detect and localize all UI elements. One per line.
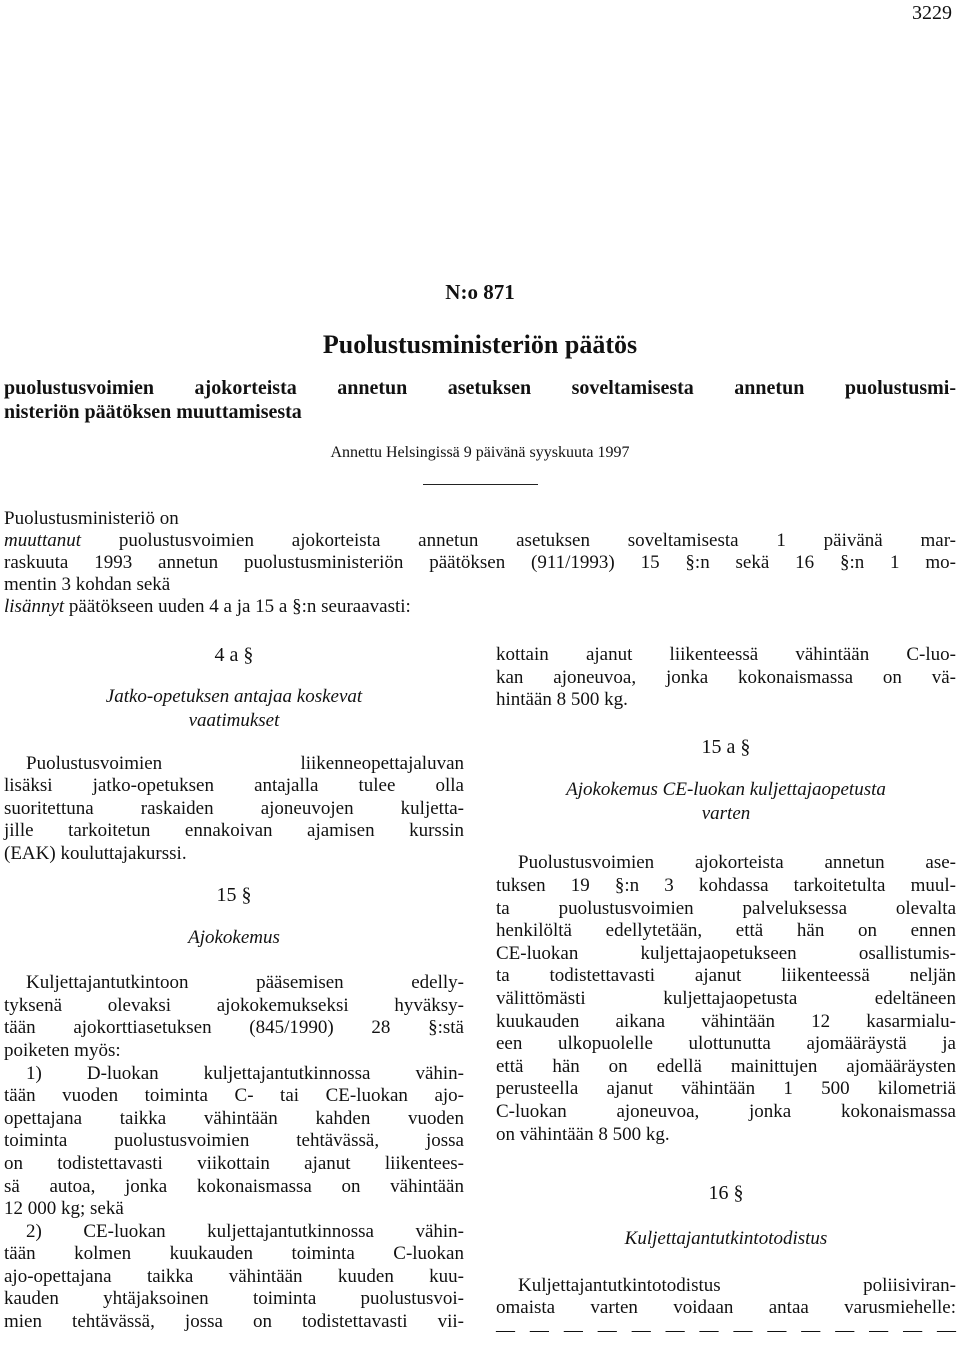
section-heading-16: 16 § (708, 1182, 744, 1205)
text-line: sä autoa, jonka kokonaismassa on vähintään (4, 1175, 464, 1197)
text-line: opettajana taikka vähintään kahden vuoden (4, 1107, 464, 1129)
date-given: Annettu Helsingissä 9 päivänä syyskuuta 1997 (330, 444, 630, 461)
text-line: tään ajokorttiasetuksen (845/1990) 28 §:stä (4, 1017, 464, 1039)
intro-line (4, 530, 956, 552)
document-subtitle (4, 376, 956, 424)
intro-italic: lisännyt (4, 596, 65, 617)
intro-italic: muuttanut (4, 530, 82, 551)
statute-number: N:o 871 (445, 280, 515, 304)
left-column (4, 644, 464, 1334)
text-line: lisäksi jatko-opetuksen antajalla tulee olla (4, 775, 464, 797)
section-heading-4a: 4 a § (214, 644, 254, 666)
section-title-line: Jatko-opetuksen antajaa koskevat (105, 685, 363, 707)
text-line: suoritettuna raskaiden ajoneuvojen kuljetta- (4, 797, 464, 819)
intro-text: puolustusvoimien ajokorteista annetun asetuksen soveltamisesta 1 päivänä mar- (118, 530, 957, 551)
subtitle-line: puolustusvoimien ajokorteista annetun asetuksen soveltamisesta annetun puolustusmi- (4, 377, 956, 399)
intro-paragraph (4, 508, 956, 618)
text-line: omaista varten voidaan antaa varusmiehelle: (496, 1297, 956, 1319)
section-body-4a (4, 753, 464, 866)
section-title-4a (4, 685, 464, 733)
section-title-line: varten (701, 803, 751, 825)
text-line: toiminta puolustusvoimien tehtävässä, jossa (4, 1130, 464, 1152)
section-body-15a (496, 852, 956, 1146)
text-line: CE-luokan kuljettajaopetukseen osallistumis- (496, 942, 956, 964)
section-heading-15: 15 § (216, 883, 252, 906)
page-number: 3229 (912, 2, 952, 24)
text-line: Kuljettajantutkintoon pääsemisen edelly- (26, 972, 464, 994)
document-title: Puolustusministeriön päätös (322, 330, 638, 359)
subtitle-line: nisteriön päätöksen muuttamisesta (4, 401, 302, 423)
text-line: (EAK) kouluttajakurssi. (4, 842, 187, 864)
text-line: ta todistettavasti ajanut liikenteessä neljän (496, 965, 956, 987)
intro-line: Puolustusministeriö on (4, 508, 179, 529)
section-title-15: Ajokokemus (188, 927, 280, 949)
section-body-16 (496, 1275, 956, 1343)
text-line: kan ajoneuvoa, jonka kokonaismassa on vä- (496, 666, 956, 688)
text-line: perusteella ajanut vähintään 1 500 kilometriä (496, 1078, 956, 1100)
text-line: välittömästi kuljettajaopetusta edeltäneen (496, 987, 956, 1009)
section-title-16: Kuljettajantutkintotodistus (624, 1227, 828, 1249)
text-line: mien tehtävässä, jossa on todistettavasti vii- (4, 1311, 464, 1333)
text-line: 1) D-luokan kuljettajantutkinnossa vähin- (26, 1062, 464, 1084)
text-line: 12 000 kg; sekä (4, 1198, 124, 1220)
text-line: kottain ajanut liikenteessä vähintään C-luo- (496, 644, 956, 665)
continued-text (496, 644, 956, 712)
text-line: Kuljettajantutkintotodistus poliisiviran- (518, 1274, 956, 1296)
intro-line: mentin 3 kohdan sekä (4, 574, 171, 595)
section-title-line: vaatimukset (188, 709, 280, 731)
intro-line (4, 596, 956, 618)
text-line: tyksenä olevaksi ajokokemukseksi hyväksy- (4, 994, 464, 1016)
text-line: tään vuoden toiminta C- tai CE-luokan ajo- (4, 1085, 464, 1107)
text-line: hintään 8 500 kg. (496, 689, 628, 711)
text-line: kuukauden aikana vähintään 12 kasarmialu- (496, 1010, 956, 1032)
intro-text: päätökseen uuden 4 a ja 15 a §:n seuraavasti: (68, 596, 411, 617)
text-line: henkilöltä edellytetään, että hän on ennen (496, 920, 956, 942)
text-line: C-luokan ajoneuvoa, jonka kokonaismassa (496, 1100, 956, 1122)
omission-dashes: — — — — — — — — — — — — — — (496, 1319, 956, 1341)
right-column (496, 644, 956, 1342)
text-line: jille tarkoitetun ennakoivan ajamisen kurssin (4, 820, 464, 842)
text-line: 2) CE-luokan kuljettajantutkinnossa vähin- (26, 1220, 464, 1242)
text-line: on vähintään 8 500 kg. (496, 1123, 670, 1145)
text-line: een ulkopuolelle ulottunutta ajomääräystä ja (496, 1033, 956, 1055)
section-title-line: Ajokokemus CE-luokan kuljettajaopetusta (566, 779, 886, 801)
text-line: Puolustusvoimien ajokorteista annetun ase- (518, 852, 956, 874)
section-title-15a (496, 778, 956, 826)
section-heading-15a: 15 a § (701, 735, 751, 758)
text-line: ajo-opettajana taikka vähintään kuuden kuu- (4, 1265, 464, 1287)
text-line: tuksen 19 §:n 3 kohdassa tarkoitetulta muul- (496, 874, 956, 896)
section-body-15 (4, 972, 464, 1334)
text-line: poiketen myös: (4, 1039, 121, 1061)
text-line: kauden yhtäjaksoinen toiminta puolustusvoi- (4, 1288, 464, 1310)
text-line: tään kolmen kuukauden toiminta C-luokan (4, 1243, 464, 1265)
text-line: on todistettavasti viikottain ajanut liikentees- (4, 1152, 464, 1174)
text-line: että hän on edellä mainittujen ajomääräysten (496, 1055, 956, 1077)
intro-line: raskuuta 1993 annetun puolustusministeriön päätöksen (911/1993) 15 §:n sekä 16 §:n 1 mo- (4, 552, 956, 573)
text-line: ta puolustusvoimien palveluksessa olevalta (496, 897, 956, 919)
text-line: Puolustusvoimien liikenneopettajaluvan (26, 752, 464, 774)
divider (423, 484, 538, 485)
